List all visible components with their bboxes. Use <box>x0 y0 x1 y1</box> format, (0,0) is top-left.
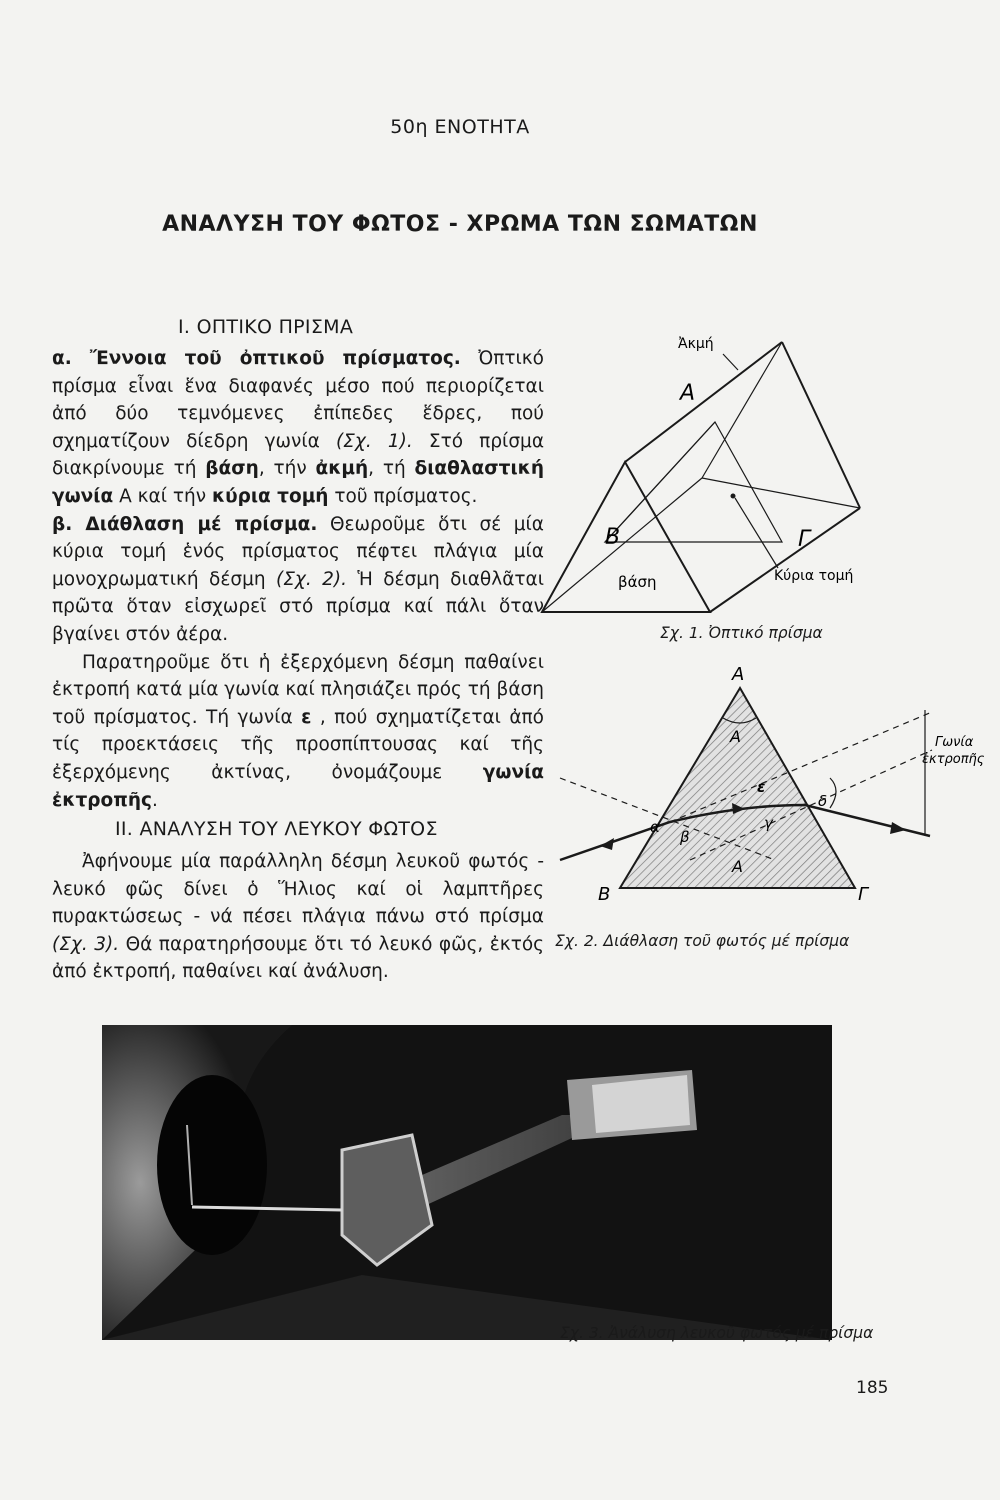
deviation-arc <box>830 778 836 808</box>
ray-arrow-out <box>890 822 906 834</box>
prism-hidden-base-edge <box>702 478 860 508</box>
label-a-top: Α <box>732 664 745 685</box>
prism-hidden-back-edge <box>702 342 782 478</box>
label-delta: δ <box>818 792 828 810</box>
label-deviation-line2: ἐκτροπῆς <box>922 752 985 767</box>
label-alpha: α <box>650 818 660 836</box>
principal-section-pointer <box>735 498 778 568</box>
label-base: βάση <box>618 573 657 591</box>
section-2-body <box>52 848 544 986</box>
principal-section <box>605 422 782 542</box>
label-a: Α <box>680 381 696 406</box>
paragraph-deviation: Παρατηροῦμε ὅτι ἡ ἐξερχόμενη δέσμη παθαίνει ἐκτροπή κατά μία γωνία καί πλησιάζει πρός τή βάση τοῦ πρίσματος. Τή γωνία ε , πού σχηματίζεται ἀπό τίς προεκτάσεις τῆς προσπίπτουσας καί τῆς ἐξερχόμενης ἀκτίνας, ὀνομάζουμε γωνία ἐκτροπῆς. <box>52 651 544 811</box>
label-g: Γ <box>858 884 869 905</box>
paragraph-white-light: Ἀφήνουμε μία παράλληλη δέσμη λευκοῦ φωτός - λευκό φῶς δίνει ὁ Ἥλιος καί οἱ λαμπτῆρες πυρακτώσεως - νά πέσει πλάγια πάνω στό πρίσμα (Σχ. 3). Θά παρατηρήσουμε ὅτι τό λευκό φῶς, ἐκτός ἀπό ἐκτροπή, παθαίνει καί ἀνάλυση. <box>52 851 545 983</box>
label-a-lower: Α <box>732 857 743 876</box>
prism-top-edge <box>625 342 782 462</box>
chapter-title: ΑΝΑΛΥΣΗ ΤΟΥ ΦΩΤΟΣ - ΧΡΩΜΑ ΤΩΝ ΣΩΜΑΤΩΝ <box>162 212 758 237</box>
label-epsilon: ε <box>757 778 766 796</box>
figure-1-caption: Σχ. 1. Ὀπτικό πρίσμα <box>660 624 823 642</box>
label-a-inner: Α <box>730 727 741 746</box>
edge-label-pointer <box>723 354 738 370</box>
label-b: Β <box>605 525 621 550</box>
dispersion-photo-graphic <box>102 1025 832 1340</box>
figure-1-prism <box>530 330 890 630</box>
unit-label: 50η ΕΝΟΤΗΤΑ <box>390 116 530 138</box>
lamp-shadow <box>157 1075 267 1255</box>
paragraph-a: α. Ἔννοια τοῦ ὀπτικοῦ πρίσματος. Ὀπτικό πρίσμα εἶναι ἕνα διαφανές μέσο πού περιορίζεται ἀπό δύο τεμνόμενες ἐπίπεδες ἕδρες, πού σχηματίζουν δίεδρη γωνία (Σχ. 1). Στό πρίσμα διακρίνουμε τή βάση, τήν ἀκμή, τή διαθλαστική γωνία Α καί τήν κύρια τομή τοῦ πρίσματος. <box>52 348 545 507</box>
label-deviation-line1: Γωνία <box>935 735 974 750</box>
label-g: Γ <box>798 527 811 552</box>
section-2-heading: II. ΑΝΑΛΥΣΗ ΤΟΥ ΛΕΥΚΟΥ ΦΩΤΟΣ <box>115 818 438 840</box>
section-1-body <box>52 345 544 814</box>
ray-arrow-in <box>600 838 614 850</box>
figure-3-caption: Σχ. 3. Ἀνάλυση λευκοῦ φωτός μέ πρίσμα <box>560 1324 874 1342</box>
figure-3-photo <box>102 1025 832 1340</box>
label-edge: Ἀκμή <box>678 336 714 352</box>
prism-back-right-edge <box>782 342 860 508</box>
label-gamma: γ <box>764 814 773 832</box>
spectrum-band <box>592 1075 690 1133</box>
paragraph-b: β. Διάθλαση μέ πρίσμα. Θεωροῦμε ὅτι σέ μία κύρια τομή ἑνός πρίσματος πέφτει πλάγια μία μονοχρωματική δέσμη (Σχ. 2). Ἡ δέσμη διαθλᾶται πρῶτα ὅταν εἰσχωρεῖ στό πρίσμα καί πάλι ὅταν βγαίνει στόν ἀέρα. <box>52 513 544 645</box>
page-number: 185 <box>856 1378 889 1398</box>
figure-2-caption: Σχ. 2. Διάθλαση τοῦ φωτός μέ πρίσμα <box>555 932 850 950</box>
paragraph-a-label: α. Ἔννοια τοῦ ὀπτικοῦ πρίσματος. <box>52 348 461 369</box>
figure-2-refraction <box>540 660 985 910</box>
prism-bottom-right-edge <box>710 508 860 612</box>
section-center-dot <box>731 494 736 499</box>
label-beta: β <box>680 828 690 846</box>
prism-bottom-left-edge <box>542 478 702 612</box>
label-b: Β <box>598 884 611 905</box>
paragraph-b-label: β. Διάθλαση μέ πρίσμα. <box>52 513 318 535</box>
section-1-heading: I. ΟΠΤΙΚΟ ΠΡΙΣΜΑ <box>178 316 354 338</box>
label-principal-section: Κύρια τομή <box>774 568 854 584</box>
